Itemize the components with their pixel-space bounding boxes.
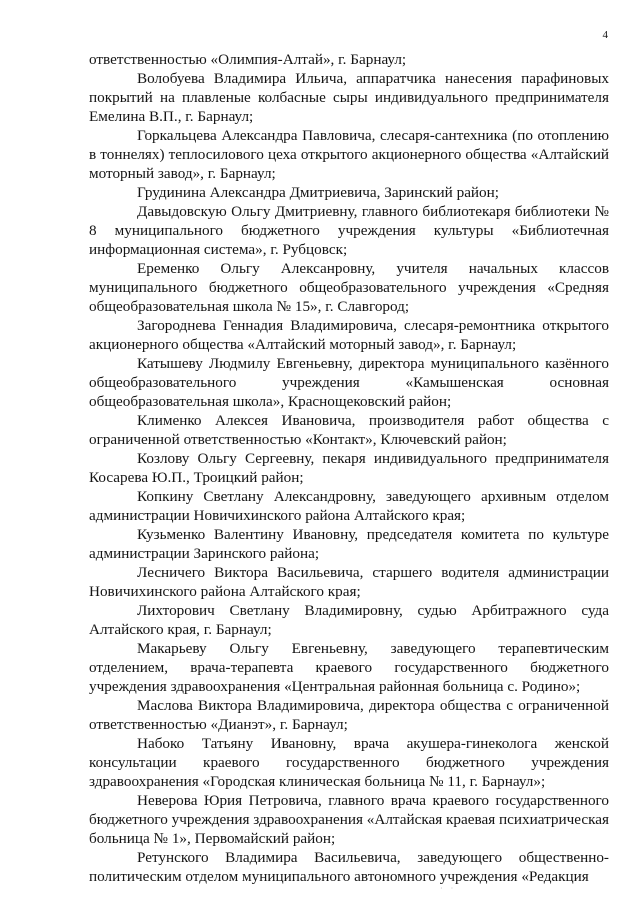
list-entry: Загороднева Геннадия Владимировича, слесаря-ремонтника открытого акционерного общества «Алтайский моторный завод», г. Барнаул;	[89, 317, 609, 353]
list-entry: Ретунского Владимира Васильевича, заведующего общественно-политическим отделом муниципального автономного учреждения «Редакция	[89, 849, 609, 885]
list-entry: Еременко Ольгу Алексанровну, учителя начальных классов муниципального бюджетного общеобразовательного учреждения «Средняя общеобразовательная школа № 15», г. Славгород;	[89, 260, 609, 315]
list-entry: Катышеву Людмилу Евгеньевну, директора муниципального казённого общеобразовательного учреждения «Камышенская основная общеобразовательная школа», Краснощековский район;	[89, 355, 609, 410]
list-entry: Лесничего Виктора Васильевича, старшего водителя администрации Новичихинского района Алтайского края;	[89, 564, 609, 600]
list-entry: Грудинина Александра Дмитриевича, Заринский район;	[137, 184, 499, 201]
list-entry: Копкину Светлану Александровну, заведующего архивным отделом администрации Новичихинского района Алтайского края;	[89, 488, 609, 524]
list-entry: Макарьеву Ольгу Евгеньевну, заведующего терапевтическим отделением, врача-терапевта краевого государственного бюджетного учреждения здравоохранения «Центральная районная больница с. Родино»;	[89, 640, 609, 695]
list-entry: Давыдовскую Ольгу Дмитриевну, главного библиотекаря библиотеки № 8 муниципального бюджетного учреждения культуры «Библиотечная информационная система», г. Рубцовск;	[89, 203, 609, 258]
list-entry: Волобуева Владимира Ильича, аппаратчика нанесения парафиновых покрытий на плавленые колбасные сыры индивидуального предпринимателя Емелина В.П., г. Барнаул;	[89, 70, 609, 125]
list-entry: Козлову Ольгу Сергеевну, пекаря индивидуального предпринимателя Косарева Ю.П., Троицкий район;	[89, 450, 609, 486]
award-list	[89, 50, 609, 886]
list-entry: Клименко Алексея Ивановича, производителя работ общества с ограниченной ответственностью «Контакт», Ключевский район;	[89, 412, 609, 448]
list-entry: Горкальцева Александра Павловича, слесаря-сантехника (по отоплению в тоннелях) теплосилового цеха открытого акционерного общества «Алтайский моторный завод», г. Барнаул;	[89, 127, 609, 182]
list-entry: Набоко Татьяну Ивановну, врача акушера-гинеколога женской консультации краевого государственного бюджетного учреждения здравоохранения «Городская клиническая больница № 11, г. Барнаул»;	[89, 735, 609, 790]
list-entry: Маслова Виктора Владимировича, директора общества с ограниченной ответственностью «Дианэт», г. Барнаул;	[89, 697, 609, 733]
list-entry: Неверова Юрия Петровича, главного врача краевого государственного бюджетного учреждения здравоохранения «Алтайская краевая психиатрическая больница № 1», Первомайский район;	[89, 792, 609, 847]
page-number: 4	[602, 29, 608, 41]
list-entry: Лихторович Светлану Владимировну, судью Арбитражного суда Алтайского края, г. Барнаул;	[89, 602, 609, 638]
list-entry: Кузьменко Валентину Ивановну, председателя комитета по культуре администрации Заринского района;	[89, 526, 609, 562]
list-entry: ответственностью «Олимпия-Алтай», г. Барнаул;	[89, 51, 407, 68]
scan-artifact: · ·	[440, 884, 457, 893]
